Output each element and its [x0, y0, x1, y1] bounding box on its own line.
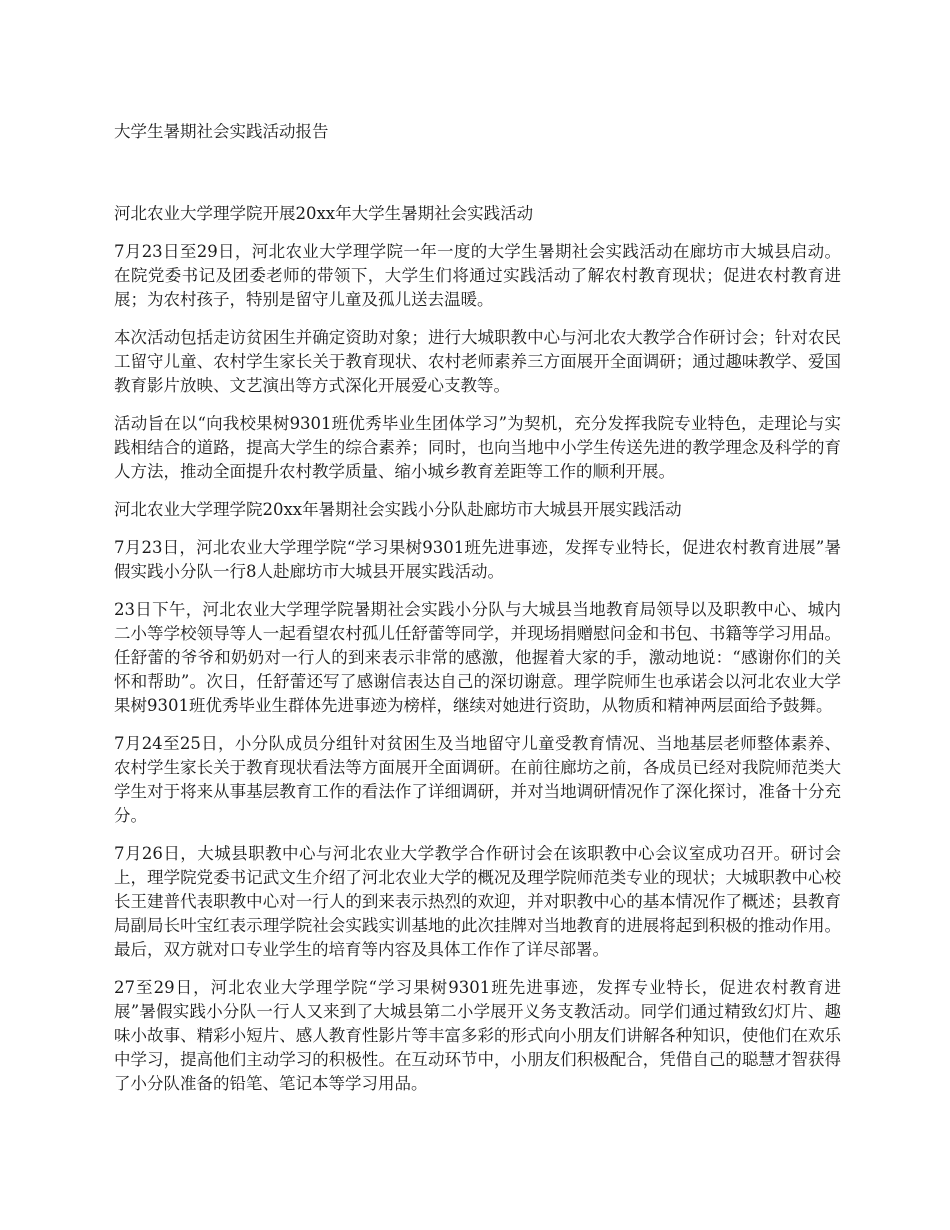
body-paragraph: 活动旨在以“向我校果树9301班优秀毕业生团体学习”为契机，充分发挥我院专业特色，走理论与实践相结合的道路，提高大学生的综合素养；同时，也向当地中小学生传送先进的教学理念及科学的育人方法，推动全面提升农村教学质量、缩小城乡教育差距等工作的顺利开展。: [114, 414, 841, 481]
document-title: 大学生暑期社会实践活动报告: [114, 122, 329, 141]
body-paragraph: 27至29日，河北农业大学理学院“学习果树9301班先进事迹，发挥专业特长，促进农村教育进展”暑假实践小分队一行人又来到了大城县第二小学展开义务支教活动。同学们通过精致幻灯片、趣味小故事、精彩小短片、感人教育性影片等丰富多彩的形式向小朋友们讲解各种知识，使他们在欢乐中学习，提高他们主动学习的积极性。在互动环节中，小朋友们积极配合，凭借自己的聪慧才智获得了小分队准备的铅笔、笔记本等学习用品。: [114, 978, 841, 1093]
body-paragraph: 7月24至25日，小分队成员分组针对贫困生及当地留守儿童受教育情况、当地基层老师整体素养、农村学生家长关于教育现状看法等方面展开全面调研。在前往廊坊之前，各成员已经对我院师范类大学生对于将来从事基层教育工作的看法作了详细调研，并对当地调研情况作了深化探讨，准备十分充分。: [114, 734, 841, 825]
document-page: [114, 120, 841, 1110]
section-heading: 河北农业大学理学院20xx年暑期社会实践小分队赴廊坊市大城县开展实践活动: [114, 500, 682, 519]
body-paragraph: 本次活动包括走访贫困生并确定资助对象；进行大城职教中心与河北农大教学合作研讨会；针对农民工留守儿童、农村学生家长关于教育现状、农村老师素养三方面展开全面调研；通过趣味教学、爱国教育影片放映、文艺演出等方式深化开展爱心支教等。: [114, 328, 841, 395]
body-paragraph: 7月23日至29日，河北农业大学理学院一年一度的大学生暑期社会实践活动在廊坊市大城县启动。在院党委书记及团委老师的带领下，大学生们将通过实践活动了解农村教育现状；促进农村教育进展；为农村孩子，特别是留守儿童及孤儿送去温暖。: [114, 242, 841, 309]
section-heading: 河北农业大学理学院开展20xx年大学生暑期社会实践活动: [114, 204, 534, 223]
body-paragraph: 7月26日，大城县职教中心与河北农业大学教学合作研讨会在该职教中心会议室成功召开。研讨会上，理学院党委书记武文生介绍了河北农业大学的概况及理学院师范类专业的现状；大城职教中心校长王建普代表职教中心对一行人的到来表示热烈的欢迎，并对职教中心的基本情况作了概述；县教育局副局长叶宝红表示理学院社会实践实训基地的此次挂牌对当地教育的进展将起到积极的推动作用。最后，双方就对口专业学生的培育等内容及具体工作作了详尽部署。: [114, 844, 841, 959]
body-paragraph: 7月23日，河北农业大学理学院“学习果树9301班先进事迹，发挥专业特长，促进农村教育进展”暑假实践小分队一行8人赴廊坊市大城县开展实践活动。: [114, 538, 841, 581]
body-paragraph: 23日下午，河北农业大学理学院暑期社会实践小分队与大城县当地教育局领导以及职教中心、城内二小等学校领导等人一起看望农村孤儿任舒蕾等同学，并现场捐赠慰问金和书包、书籍等学习用品。任舒蕾的爷爷和奶奶对一行人的到来表示非常的感激，他握着大家的手，激动地说：“感谢你们的关怀和帮助”。次日，任舒蕾还写了感谢信表达自己的深切谢意。理学院师生也承诺会以河北农业大学果树9301班优秀毕业生群体先进事迹为榜样，继续对她进行资助，从物质和精神两层面给予鼓舞。: [114, 600, 841, 715]
